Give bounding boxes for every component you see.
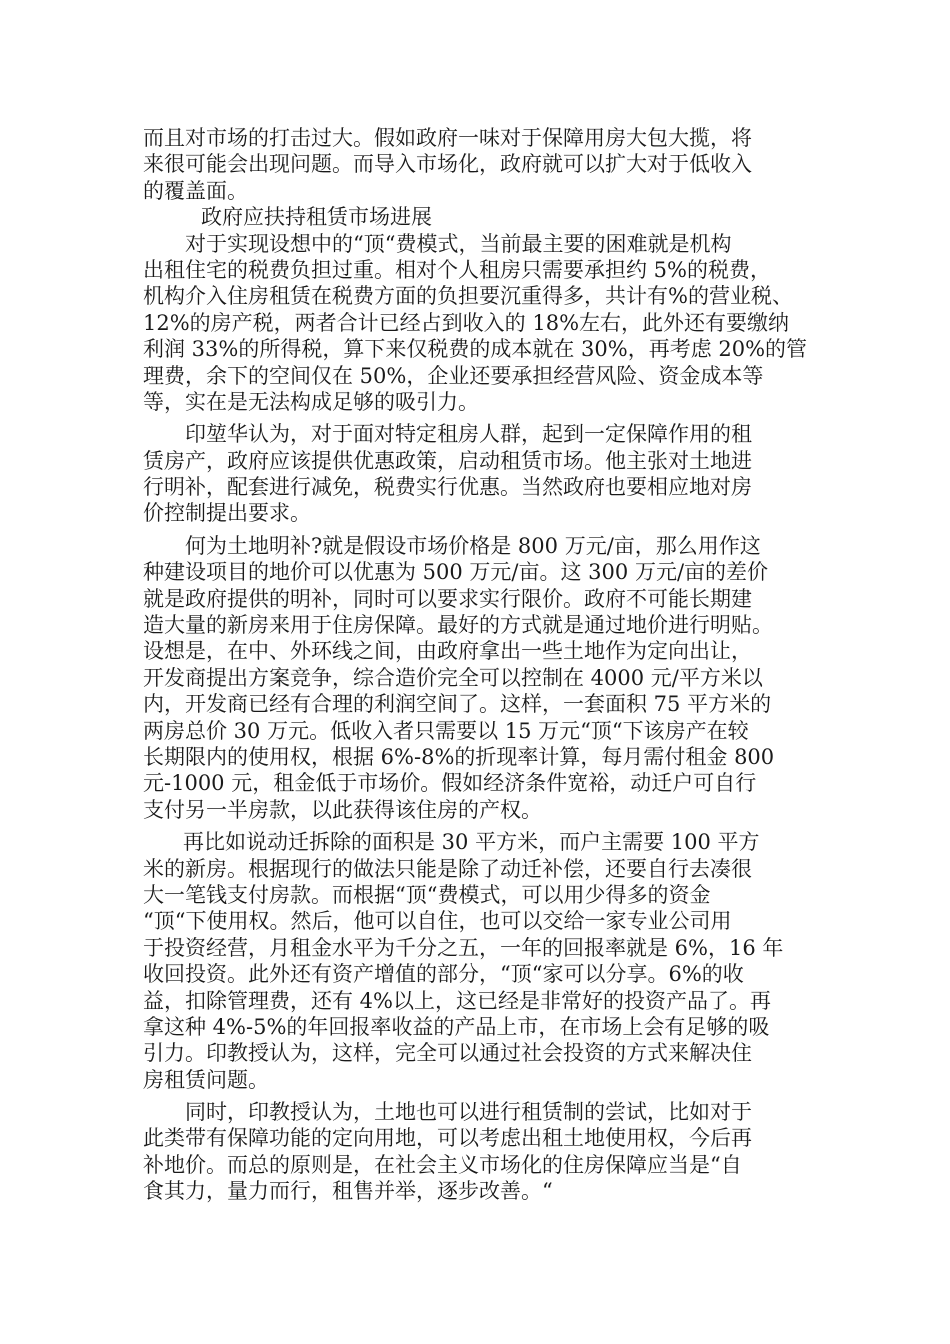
- text-line: 而且对市场的打击过大。假如政府一味对于保障用房大包大揽，将: [143, 126, 752, 150]
- text-line: 房租赁问题。: [143, 1067, 269, 1092]
- text-line: 收回投资。此外还有资产增值的部分，“顶“家可以分享。6%的收: [143, 962, 744, 987]
- text-line: 支付另一半房款，以此获得该住房的产权。: [143, 797, 542, 822]
- text-line: 来很可能会出现问题。而导入市场化，政府就可以扩大对于低收入: [143, 152, 752, 177]
- paragraph-intro: [143, 125, 823, 204]
- paragraph-tax-burden: [143, 231, 823, 416]
- text-line: 大一笔钱支付房款。而根据“顶“费模式，可以用少得多的资金: [143, 882, 711, 907]
- text-line: 此类带有保障功能的定向用地，可以考虑出租土地使用权，今后再: [143, 1126, 752, 1151]
- text-line: 开发商提出方案竞争，综合造价完全可以控制在 4000 元/平方米以: [143, 665, 763, 690]
- text-line: 对于实现设想中的“顶“费模式，当前最主要的困难就是机构: [185, 231, 732, 256]
- text-line: 内，开发商已经有合理的利润空间了。这样，一套面积 75 平方米的: [143, 692, 772, 717]
- text-line: 造大量的新房来用于住房保障。最好的方式就是通过地价进行明贴。: [143, 613, 773, 638]
- text-line: 元-1000 元，租金低于市场价。假如经济条件宽裕，动迁户可自行: [143, 771, 757, 796]
- text-line: 利润 33%的所得税，算下来仅税费的成本就在 30%，再考虑 20%的管: [143, 337, 808, 362]
- paragraph-policy: [143, 421, 823, 527]
- text-line: 的覆盖面。: [143, 178, 248, 203]
- text-line: 何为土地明补?就是假设市场价格是 800 万元/亩，那么用作这: [185, 533, 761, 558]
- text-line: 再比如说动迁拆除的面积是 30 平方米，而户主需要 100 平方: [183, 830, 760, 855]
- paragraph-conclusion: [143, 1099, 823, 1205]
- text-line: 于投资经营，月租金水平为千分之五，一年的回报率就是 6%，16 年: [143, 935, 784, 960]
- text-line: 价控制提出要求。: [143, 501, 311, 526]
- text-line: 出租住宅的税费负担过重。相对个人租房只需要承担约 5%的税费，: [143, 257, 771, 282]
- text-line: 印堃华认为，对于面对特定租房人群，起到一定保障作用的租: [185, 422, 752, 447]
- text-line: 两房总价 30 万元。低收入者只需要以 15 万元“顶“下该房产在较: [143, 718, 749, 743]
- text-line: 12%的房产税，两者合计已经占到收入的 18%左右，此外还有要缴纳: [143, 310, 790, 335]
- document-body: [143, 125, 823, 1205]
- text-line: 种建设项目的地价可以优惠为 500 万元/亩。这 300 万元/亩的差价: [143, 560, 769, 585]
- text-line: 理费，余下的空间仅在 50%，企业还要承担经营风险、资金成本等: [143, 363, 764, 388]
- text-line: 补地价。而总的原则是，在社会主义市场化的住房保障应当是“自: [143, 1152, 742, 1177]
- text-line: 设想是，在中、外环线之间，由政府拿出一些土地作为定向出让，: [143, 639, 752, 664]
- text-line: 就是政府提供的明补，同时可以要求实行限价。政府不可能长期建: [143, 586, 752, 611]
- text-line: 同时，印教授认为，土地也可以进行租赁制的尝试，比如对于: [185, 1100, 752, 1125]
- section-heading: 政府应扶持租赁市场进展: [201, 205, 432, 230]
- text-line: 等，实在是无法构成足够的吸引力。: [143, 389, 479, 414]
- text-line: 食其力，量力而行，租售并举，逐步改善。“: [143, 1179, 553, 1204]
- text-line: 长期限内的使用权，根据 6%-8%的折现率计算，每月需付租金 800: [143, 744, 775, 769]
- text-line: 米的新房。根据现行的做法只能是除了动迁补偿，还要自行去凑很: [143, 856, 752, 881]
- text-line: 益，扣除管理费，还有 4%以上，这已经是非常好的投资产品了。再: [143, 988, 771, 1013]
- text-line: 赁房产，政府应该提供优惠政策，启动租赁市场。他主张对土地进: [143, 448, 752, 473]
- text-line: “顶“下使用权。然后，他可以自住，也可以交给一家专业公司用: [143, 909, 732, 934]
- paragraph-relocation-example: [143, 829, 823, 1093]
- text-line: 拿这种 4%-5%的年回报率收益的产品上市，在市场上会有足够的吸: [143, 1014, 770, 1039]
- text-line: 行明补，配套进行减免，税费实行优惠。当然政府也要相应地对房: [143, 475, 752, 500]
- paragraph-land-subsidy: [143, 533, 823, 823]
- text-line: 引力。印教授认为，这样，完全可以通过社会投资的方式来解决住: [143, 1041, 752, 1066]
- text-line: 机构介入住房租赁在税费方面的负担要沉重得多，共计有%的营业税、: [143, 284, 793, 309]
